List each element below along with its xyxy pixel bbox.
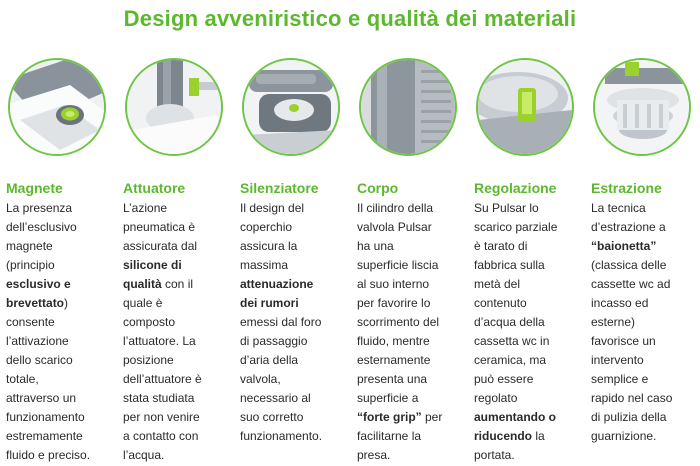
page-title: Design avveniristico e qualità dei materiali: [123, 6, 577, 31]
description-text: stata studiata: [123, 391, 195, 405]
description-text: per: [421, 410, 443, 424]
description-text: la: [532, 429, 545, 443]
description-emphasis: attenuazione: [240, 277, 314, 291]
description-text: con il: [161, 277, 194, 291]
description-line: [591, 408, 700, 427]
description-text: Il cilindro della: [357, 201, 434, 215]
description-text: attraverso un: [6, 391, 77, 405]
description-emphasis: dei rumori: [240, 296, 299, 310]
description-text: pneumatica è: [123, 220, 196, 234]
description-text: assicura la: [240, 239, 298, 253]
description-line: [240, 256, 356, 275]
description-emphasis: aumentando o: [474, 410, 557, 424]
description-line: [474, 199, 590, 218]
description-text: per favorire lo: [357, 296, 431, 310]
description-text: ha una: [357, 239, 394, 253]
description-text: al suo interno: [357, 277, 430, 291]
description-text: per non venire: [123, 410, 200, 424]
description-line: [357, 313, 473, 332]
description-line: [6, 313, 122, 332]
description-line: [474, 237, 590, 256]
description-text: consente: [6, 315, 55, 329]
description-text: massima: [240, 258, 289, 272]
description-text: l’attuatore. La: [123, 334, 196, 348]
description-line: [591, 351, 700, 370]
description-line: [591, 294, 700, 313]
description-line: [123, 427, 239, 446]
description-line: [357, 256, 473, 275]
description-line: [357, 370, 473, 389]
description-text: incasso ed: [591, 296, 649, 310]
description-text: intervento: [591, 353, 644, 367]
description-emphasis: silicone di: [123, 258, 182, 272]
description-line: [240, 294, 356, 313]
description-text: cassette wc ad: [591, 277, 671, 291]
description-text: presenta una: [357, 372, 428, 386]
description-text: coperchio: [240, 220, 293, 234]
description-text: l’attivazione: [6, 334, 69, 348]
feature-attuatore: [123, 58, 235, 462]
description-line: [123, 199, 239, 218]
description-text: quale è: [123, 296, 163, 310]
description-text: L’azione: [123, 201, 168, 215]
description-text: valvola,: [240, 372, 281, 386]
extraction-image: [593, 58, 691, 156]
description-text: La tecnica: [591, 201, 646, 215]
description-line: [123, 294, 239, 313]
description-line: [123, 218, 239, 237]
description-line: [591, 389, 700, 408]
description-text: fluido, mentre: [357, 334, 430, 348]
description-text: (principio: [6, 258, 55, 272]
description-emphasis: esclusivo e: [6, 277, 71, 291]
description-text: metà del: [474, 277, 521, 291]
description-line: [357, 332, 473, 351]
description-text: dell’esclusivo: [6, 220, 77, 234]
feature-silenziatore: [240, 58, 352, 443]
description-text: guarnizione.: [591, 429, 657, 443]
description-text: assicurata dal: [123, 239, 198, 253]
description-line: [591, 275, 700, 294]
description-text: scorrimento del: [357, 315, 440, 329]
description-line: [6, 294, 122, 313]
description-text: contenuto: [474, 296, 527, 310]
description-text: funzionamento.: [240, 429, 323, 443]
description-line: [123, 256, 239, 275]
description-line: [357, 408, 473, 427]
description-text: Il design del: [240, 201, 305, 215]
description-text: dell’attuatore è: [123, 372, 202, 386]
description-text: portata.: [474, 448, 515, 462]
description-text: suo corretto: [240, 410, 304, 424]
description-text: d’acqua della: [474, 315, 545, 329]
description-line: [123, 275, 239, 294]
description-line: [240, 275, 356, 294]
description-line: [474, 389, 590, 408]
description-text: fluido e preciso.: [6, 448, 91, 462]
description-line: [6, 199, 122, 218]
description-text: cassetta wc in: [474, 334, 550, 348]
description-text: superficie a: [357, 391, 419, 405]
feature-magnete: [6, 58, 118, 462]
feature-heading: Corpo: [357, 180, 399, 196]
description-text: ceramica, ma: [474, 353, 547, 367]
description-line: [357, 389, 473, 408]
description-line: [357, 446, 473, 465]
feature-heading: Magnete: [6, 180, 63, 196]
description-text: rapido nel caso: [591, 391, 673, 405]
feature-corpo: [357, 58, 469, 462]
description-text: dello scarico: [6, 353, 73, 367]
description-text: superficie liscia: [357, 258, 439, 272]
description-line: [6, 237, 122, 256]
description-line: [6, 218, 122, 237]
feature-description: [6, 199, 122, 465]
description-text: Su Pulsar lo: [474, 201, 539, 215]
description-text: composto: [123, 315, 176, 329]
description-line: [6, 370, 122, 389]
description-emphasis: riducendo: [474, 429, 533, 443]
description-text: emessi dal foro: [240, 315, 322, 329]
description-text: a contatto con: [123, 429, 199, 443]
description-line: [474, 370, 590, 389]
description-line: [357, 199, 473, 218]
description-text: esterne): [591, 315, 636, 329]
description-text: necessario al: [240, 391, 311, 405]
feature-heading: Regolazione: [474, 180, 557, 196]
description-text: di pulizia della: [591, 410, 667, 424]
actuator-image: [125, 58, 223, 156]
description-text: estremamente: [6, 429, 83, 443]
regulation-image: [476, 58, 574, 156]
description-line: [591, 370, 700, 389]
feature-estrazione: [591, 58, 700, 443]
description-line: [123, 408, 239, 427]
description-text: totale,: [6, 372, 39, 386]
description-line: [123, 313, 239, 332]
description-line: [6, 275, 122, 294]
description-text: La presenza: [6, 201, 73, 215]
description-line: [6, 427, 122, 446]
description-line: [240, 389, 356, 408]
description-line: [474, 256, 590, 275]
feature-description: [357, 199, 473, 465]
description-line: [357, 427, 473, 446]
description-line: [240, 199, 356, 218]
description-line: [591, 256, 700, 275]
description-line: [474, 294, 590, 313]
description-text: semplice e: [591, 372, 649, 386]
description-text: facilitarne la: [357, 429, 422, 443]
description-line: [123, 332, 239, 351]
description-line: [240, 218, 356, 237]
description-line: [240, 313, 356, 332]
description-line: [474, 218, 590, 237]
description-line: [474, 351, 590, 370]
description-text: d’estrazione a: [591, 220, 666, 234]
description-line: [240, 237, 356, 256]
feature-description: [240, 199, 356, 446]
feature-heading: Silenziatore: [240, 180, 319, 196]
description-text: funzionamento: [6, 410, 85, 424]
description-line: [591, 313, 700, 332]
feature-heading: Estrazione: [591, 180, 662, 196]
description-line: [474, 332, 590, 351]
feature-description: [591, 199, 700, 446]
description-line: [123, 389, 239, 408]
description-line: [357, 294, 473, 313]
description-line: [6, 446, 122, 465]
feature-description: [123, 199, 239, 465]
description-text: posizione: [123, 353, 174, 367]
description-line: [123, 446, 239, 465]
description-line: [6, 332, 122, 351]
description-line: [591, 332, 700, 351]
description-line: [474, 275, 590, 294]
description-text: d’aria della: [240, 353, 299, 367]
description-line: [474, 427, 590, 446]
description-text: fabbrica sulla: [474, 258, 545, 272]
description-line: [240, 408, 356, 427]
feature-regolazione: [474, 58, 586, 462]
description-line: [123, 351, 239, 370]
description-line: [357, 351, 473, 370]
description-line: [6, 408, 122, 427]
description-line: [240, 427, 356, 446]
description-line: [6, 256, 122, 275]
description-emphasis: “forte grip”: [357, 410, 422, 424]
description-emphasis: “baionetta”: [591, 239, 657, 253]
description-text: (classica delle: [591, 258, 667, 272]
description-line: [591, 427, 700, 446]
description-line: [591, 237, 700, 256]
description-text: regolato: [474, 391, 518, 405]
description-text: può essere: [474, 372, 534, 386]
feature-description: [474, 199, 590, 465]
description-text: è tarato di: [474, 239, 528, 253]
description-text: magnete: [6, 239, 53, 253]
feature-heading: Attuatore: [123, 180, 186, 196]
description-line: [240, 370, 356, 389]
description-line: [357, 218, 473, 237]
description-line: [474, 446, 590, 465]
description-emphasis: qualità: [123, 277, 162, 291]
description-text: scarico parziale: [474, 220, 558, 234]
description-line: [474, 313, 590, 332]
description-text: esternamente: [357, 353, 431, 367]
description-text: ): [64, 296, 69, 310]
description-text: l’acqua.: [123, 448, 165, 462]
magnet-image: [8, 58, 106, 156]
description-text: di passaggio: [240, 334, 308, 348]
description-line: [123, 237, 239, 256]
description-line: [123, 370, 239, 389]
description-line: [474, 408, 590, 427]
description-text: presa.: [357, 448, 391, 462]
description-text: valvola Pulsar: [357, 220, 432, 234]
description-line: [6, 351, 122, 370]
description-line: [591, 218, 700, 237]
description-text: favorisce un: [591, 334, 656, 348]
silencer-image: [242, 58, 340, 156]
description-line: [6, 389, 122, 408]
description-line: [591, 199, 700, 218]
description-line: [357, 275, 473, 294]
description-line: [240, 332, 356, 351]
description-line: [240, 351, 356, 370]
body-image: [359, 58, 457, 156]
description-emphasis: brevettato: [6, 296, 65, 310]
description-line: [357, 237, 473, 256]
